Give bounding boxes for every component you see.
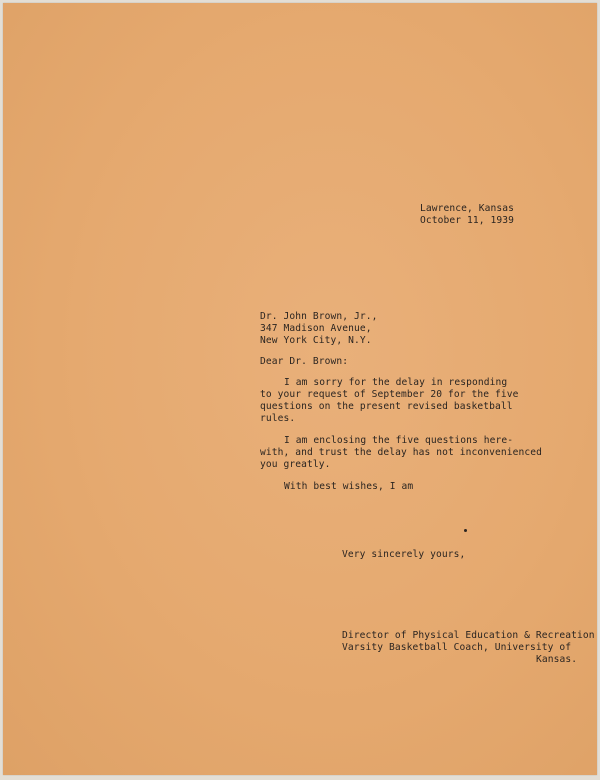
letter-date: October 11, 1939	[420, 215, 515, 226]
recipient-city: New York City, N.Y.	[260, 335, 372, 346]
paragraph1-line: I am sorry for the delay in responding	[284, 377, 508, 388]
closing: Very sincerely yours,	[342, 549, 466, 560]
letter-place: Lawrence, Kansas	[420, 203, 515, 214]
best-wishes: With best wishes, I am	[284, 481, 414, 492]
paragraph2-line: I am enclosing the five questions here-	[284, 435, 514, 446]
ink-speck	[464, 529, 467, 532]
paragraph1-line: questions on the present revised basketball	[260, 401, 513, 412]
signature-line: Kansas.	[536, 654, 578, 665]
recipient-street: 347 Madison Avenue,	[260, 323, 372, 334]
salutation: Dear Dr. Brown:	[260, 356, 349, 367]
paragraph1-line: to your request of September 20 for the five	[260, 389, 519, 400]
recipient-name: Dr. John Brown, Jr.,	[260, 311, 378, 322]
signature-line: Director of Physical Education & Recreation	[342, 630, 595, 641]
paragraph2-line: you greatly.	[260, 459, 331, 470]
letter-page	[3, 3, 597, 775]
paragraph2-line: with, and trust the delay has not inconvenienced	[260, 447, 543, 458]
paragraph1-line: rules.	[260, 413, 296, 424]
signature-line: Varsity Basketball Coach, University of	[342, 642, 572, 653]
